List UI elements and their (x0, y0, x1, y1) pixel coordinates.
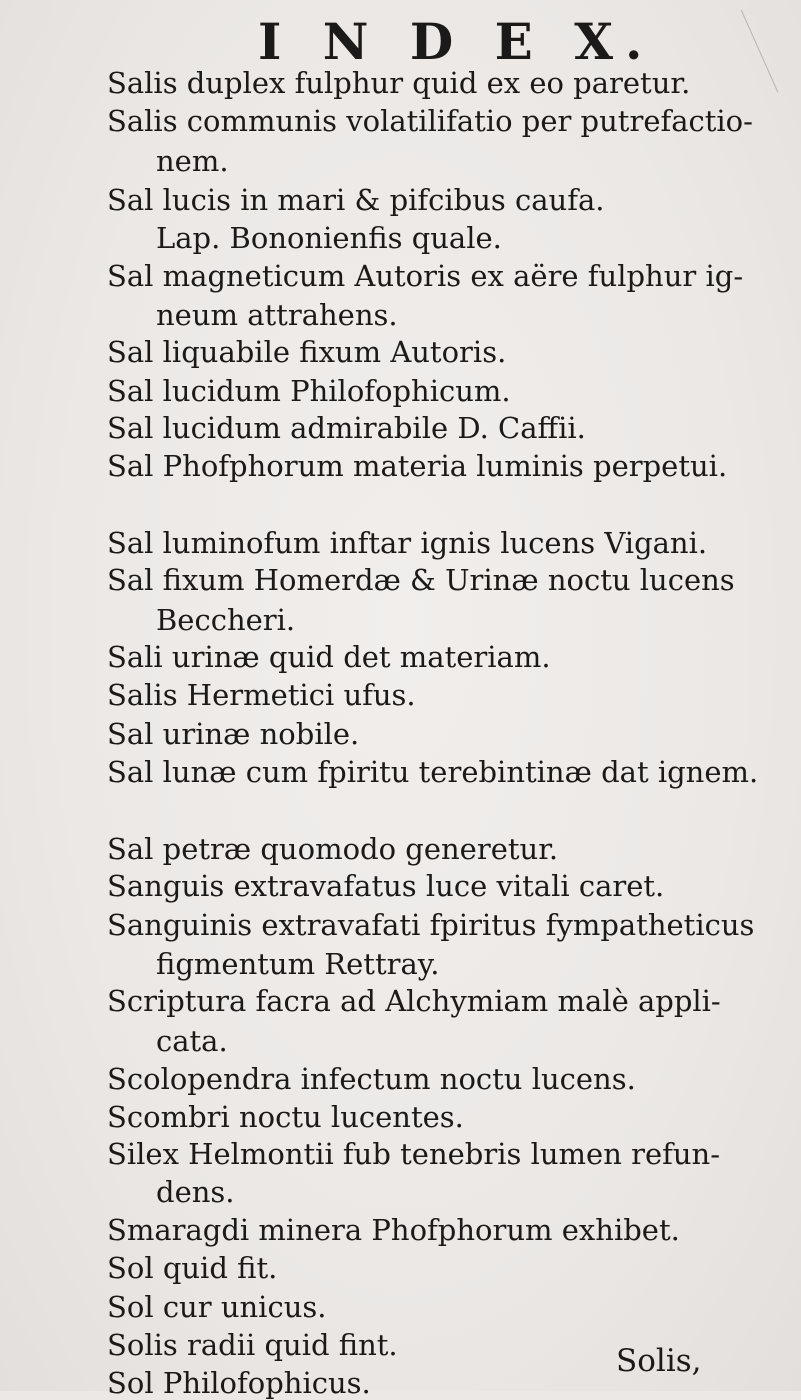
index-entry-text: Lap. Bononienfis quale. (156, 221, 502, 255)
index-entry-text: Sal magneticum Autoris ex aëre fulphur ig- (107, 259, 744, 293)
index-entry-text: neum attrahens. (156, 298, 398, 332)
index-entry-text: Sal luminofum inftar ignis lucens Vigani. (107, 526, 708, 560)
index-entry-text: Salis communis volatilifatio per putrefactio- (107, 104, 753, 138)
index-entry-text: cata. (156, 1024, 228, 1058)
index-entry-text: Sal fixum Homerdæ & Urinæ noctu lucens (107, 563, 735, 597)
index-entry-text: Smaragdi minera Phofphorum exhibet. (107, 1213, 680, 1247)
index-entry-text: figmentum Rettray. (156, 947, 440, 981)
index-entry-text: Sal Phofphorum materia luminis perpetui. (107, 449, 728, 483)
index-entry-text: Scombri noctu lucentes. (107, 1100, 464, 1134)
index-entry-text: Scolopendra infectum noctu lucens. (107, 1062, 636, 1096)
index-entry-text: Sal liquabile fixum Autoris. (107, 335, 507, 369)
index-entry-text: Beccheri. (156, 603, 296, 637)
index-entry-text: Silex Helmontii fub tenebris lumen refun- (107, 1137, 721, 1171)
index-entry-text: dens. (156, 1175, 235, 1209)
index-entry-text: Sol cur unicus. (107, 1290, 327, 1324)
index-entry-text: Sal lucidum admirabile D. Caffii. (107, 411, 586, 445)
index-entry-text: Sanguinis extravafati fpiritus fympatheticus (107, 908, 755, 942)
index-entry-text: Salis duplex fulphur quid ex eo paretur. (107, 66, 691, 100)
index-entry-text: Sal lucidum Philofophicum. (107, 374, 511, 408)
index-entry-text: Sal petræ quomodo generetur. (107, 832, 559, 866)
index-entry-text: Scriptura facra ad Alchymiam malè appli- (107, 984, 721, 1018)
index-entry-text: Sali urinæ quid det materiam. (107, 640, 551, 674)
index-entry-text: Salis Hermetici ufus. (107, 678, 416, 712)
index-entry-text: Sal urinæ nobile. (107, 717, 360, 751)
page-title: I N D E X. (258, 12, 655, 71)
index-entry-text: Sal lunæ cum fpiritu terebintinæ dat ignem. (107, 755, 759, 789)
index-entry-text: Solis radii quid fint. (107, 1328, 398, 1362)
index-entry-text: Sal lucis in mari & pifcibus caufa. (107, 183, 605, 217)
index-entry-text: Sol Philofophicus. (107, 1366, 371, 1400)
index-entry-text: Sol quid fit. (107, 1251, 278, 1285)
index-entry-text: nem. (156, 144, 229, 178)
catchword: Solis, (616, 1343, 702, 1379)
index-entry-text: Sanguis extravafatus luce vitali caret. (107, 869, 665, 903)
margin-mark (741, 10, 779, 93)
